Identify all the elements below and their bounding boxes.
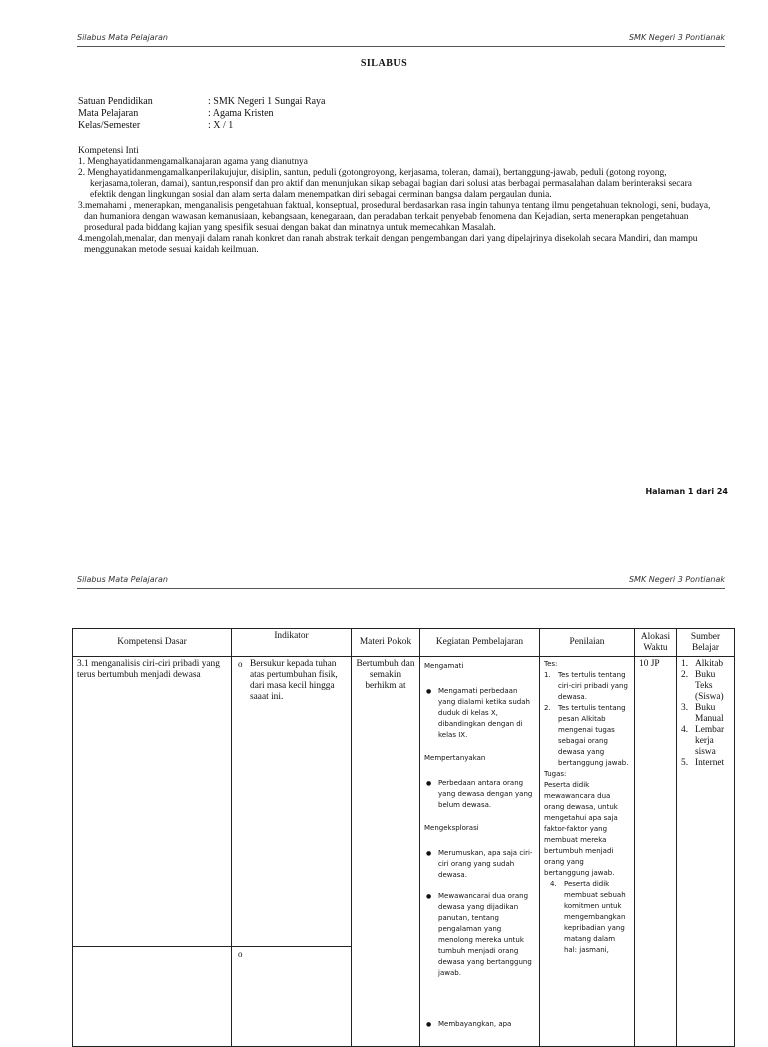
kegiatan-heading: Mengeksplorasi	[424, 824, 479, 832]
header-right: SMK Negeri 3 Pontianak	[628, 575, 725, 584]
indikator-cell	[232, 947, 352, 1047]
ki-item: 4.mengolah,menalar, dan menyaji dalam ranah konkret dan ranah abstrak terkait dengan pengembangan dari yang dipelajrinya disekolah secara Mandiri, dan mampu menggunakan metode sesuai kaidah keilmuan.	[78, 234, 698, 255]
info-row	[78, 120, 326, 132]
tes-item: 1. Tes tertulis tentang ciri-ciri pribadi yang dewasa.	[544, 671, 628, 701]
column-header: Kegiatan Pembelajaran	[420, 629, 540, 657]
ki-item: 3.memahami , menerapkan, menganalisis pengetahuan faktual, konseptual, prosedural berdasarkan rasa ingin tahunya tentang ilmu pengetahuan teknologi, seni, budaya, dan humaniora dengan wawasan kemanusiaan, kebangsaan, kenegaraan, dan peradaban terkait penyebab fenomena dan Kejadian, serta menerapkan pengetahuan prosedural pada biddang kajian yang spesifik sesuai dengan bakat dan minatnya untuk memecahkan Masalah.	[78, 201, 711, 233]
tugas-label: Tugas:	[544, 770, 567, 778]
kegiatan-heading: Mempertanyakan	[424, 754, 486, 762]
kd-cell: 3.1 menganalisis ciri-ciri pribadi yang terus bertumbuh menjadi dewasa	[73, 657, 232, 947]
sumber-item: 2. Buku Teks (Siswa)	[681, 670, 724, 702]
table-header-row	[73, 629, 735, 657]
ki-item: 2. Menghayatidanmengamalkanperilakujujur, disiplin, santun, peduli (gotongroyong, kerjasama, toleran, damai), bertanggung-jawab, peduli (gotong royong, kerjasama,toleran, damai), santun,responsif dan pro aktif dan menunjukan sikap sebagai bagian dari solusi atas berbagai permasalahan dalam berinteraksi secara efektik dengan lingkungan sosial dan alam serta dalam menempatkan diri sebagai cerminan bangsa dalam pergaulan dunia.	[78, 168, 692, 200]
kegiatan-heading: Mengamati	[424, 662, 464, 670]
tugas-text: Peserta didik mewawancara dua orang dewasa, untuk mengetahui apa saja faktor-faktor yang membuat mereka bertumbuh menjadi orang yang bertanggung jawab.	[544, 781, 618, 877]
column-header: Penilaian	[540, 629, 635, 657]
info-label: Mata Pelajaran	[78, 108, 139, 119]
kd-cell-empty	[73, 947, 232, 1047]
column-header: Materi Pokok	[352, 629, 420, 657]
column-header: Sumber Belajar	[677, 629, 735, 657]
column-header: Kompetensi Dasar	[73, 629, 232, 657]
kegiatan-item: ● Mewawancarai dua orang dewasa yang dijadikan panutan, tentang pengalaman yang menolong mereka untuk tumbuh menjadi orang dewasa yang bertanggung jawab.	[424, 891, 535, 979]
info-row	[78, 96, 326, 108]
header-left: Silabus Mata Pelajaran	[77, 33, 168, 42]
tes-label: Tes:	[544, 660, 558, 668]
sumber-item: 5. Internet	[681, 758, 725, 768]
ki-heading: Kompetensi Inti	[78, 146, 139, 156]
info-label: Satuan Pendidikan	[78, 96, 153, 107]
tugas-item: 4. Peserta didik membuat sebuah komitmen untuk mengembangkan kepribadian yang matang dalam hal: jasmani,	[550, 880, 626, 954]
sumber-cell	[677, 657, 735, 1047]
header-left: Silabus Mata Pelajaran	[77, 575, 168, 584]
kegiatan-cell	[420, 657, 540, 1047]
info-value: : X / 1	[208, 120, 234, 131]
column-header: Indikator	[232, 629, 352, 657]
info-value: : Agama Kristen	[208, 108, 274, 119]
page-header	[77, 32, 725, 47]
kegiatan-item: ● Merumuskan, apa saja ciri-ciri orang yang sudah dewasa.	[424, 848, 535, 881]
header-right: SMK Negeri 3 Pontianak	[628, 33, 725, 42]
sumber-item: 4. Lembar kerja siswa	[681, 725, 725, 757]
sumber-item: 1. Alkitab	[681, 659, 724, 669]
kegiatan-item: ● Perbedaan antara orang yang dewasa dengan yang belum dewasa.	[424, 778, 535, 811]
sumber-item: 3. Buku Manual	[681, 703, 724, 724]
indikator-item: o Bersukur kepada tuhan atas pertumbuhan fisik, dari masa kecil hingga saaat ini.	[236, 659, 347, 703]
tes-item: 2. Tes tertulis tentang pesan Alkitab mengenai tugas sebagai orang dewasa yang bertanggung jawab.	[544, 704, 629, 767]
school-info	[78, 96, 326, 132]
column-header: Alokasi Waktu	[635, 629, 677, 657]
indikator-cell	[232, 657, 352, 947]
syllabus-table	[72, 628, 735, 1047]
page-number: Halaman 1 dari 24	[645, 487, 728, 496]
ki-item: 1. Menghayatidanmengamalkanajaran agama yang dianutnya	[78, 157, 308, 167]
info-row	[78, 108, 326, 120]
alokasi-cell: 10 JP	[635, 657, 677, 1047]
kegiatan-item: ● Mengamati perbedaan yang dialami ketika sudah duduk di kelas X, dibandingkan dengan di kelas IX.	[424, 686, 535, 741]
page-header-2	[77, 574, 725, 589]
materi-cell: Bertumbuh dan semakin berhikm at	[352, 657, 420, 1047]
penilaian-cell	[540, 657, 635, 1047]
page-title: SILABUS	[360, 58, 408, 69]
table-row	[73, 657, 735, 947]
kegiatan-item: ● Membayangkan, apa	[424, 1019, 535, 1030]
kompetensi-inti	[78, 146, 718, 256]
info-label: Kelas/Semester	[78, 120, 141, 131]
info-value: : SMK Negeri 1 Sungai Raya	[208, 96, 326, 107]
